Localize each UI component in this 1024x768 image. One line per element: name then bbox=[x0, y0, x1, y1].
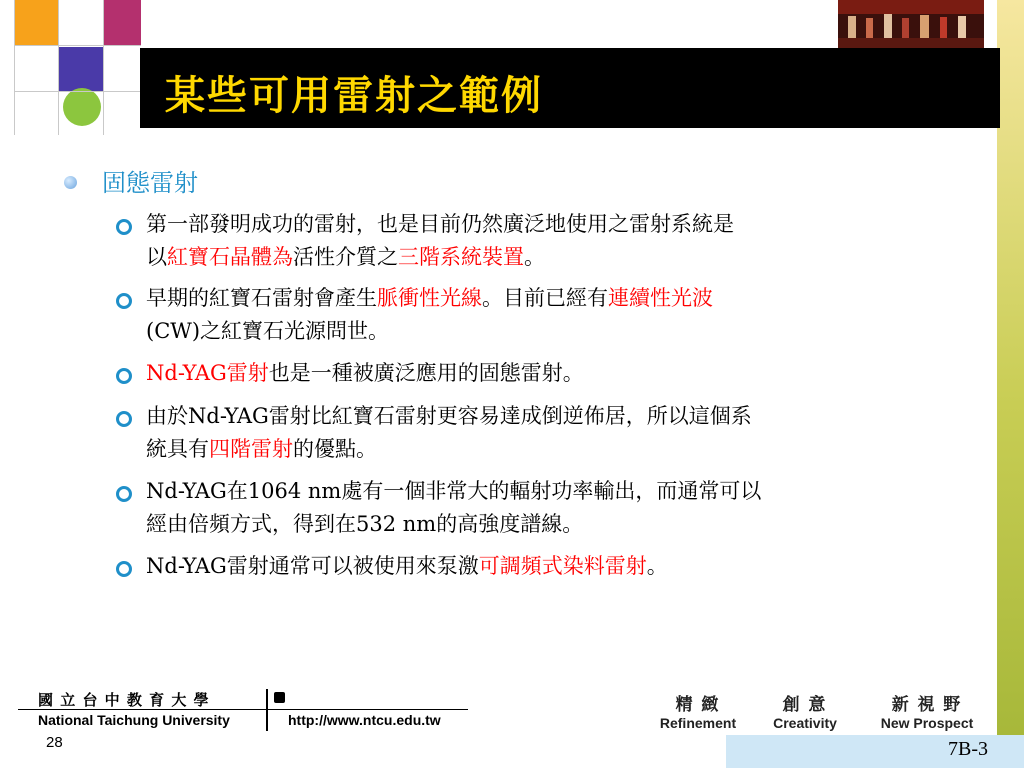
item-line: (CW)之紅寶石光源問世。 bbox=[146, 319, 390, 343]
list-item bbox=[146, 357, 966, 390]
motto-cn: 精 緻 bbox=[675, 695, 721, 714]
deco-grid-line bbox=[14, 45, 141, 46]
ring-bullet-icon bbox=[116, 219, 132, 235]
heading-solid-state-laser bbox=[102, 163, 198, 198]
motto-cn: 新 視 野 bbox=[891, 695, 963, 714]
deco-grid-line bbox=[103, 0, 104, 135]
footer-divider bbox=[268, 709, 468, 710]
list-item bbox=[146, 550, 966, 583]
footer-divider-vertical bbox=[266, 689, 268, 731]
text-span: 也是一種被廣泛應用的固態雷射。 bbox=[268, 361, 584, 385]
ring-bullet-icon bbox=[116, 561, 132, 577]
logo-square-icon bbox=[274, 692, 285, 703]
item-line bbox=[146, 550, 966, 583]
motto-en: Creativity bbox=[773, 715, 837, 731]
slide-title: 某些可用雷射之範例 bbox=[165, 72, 543, 119]
item-line bbox=[146, 357, 966, 390]
bullet-dot-icon bbox=[64, 176, 77, 189]
item-line: 第一部發明成功的雷射，也是目前仍然廣泛地使用之雷射系統是 bbox=[146, 212, 734, 236]
ring-bullet-icon bbox=[116, 368, 132, 384]
footer-divider bbox=[18, 709, 280, 710]
ring-bullet-icon bbox=[116, 293, 132, 309]
deco-grid-line bbox=[14, 91, 141, 92]
slide-code: 7B-3 bbox=[948, 738, 988, 760]
text-span: 以 bbox=[146, 245, 167, 269]
text-span: 早期的紅寶石雷射會產生 bbox=[146, 286, 377, 310]
highlight-text: 可調頻式染料雷射 bbox=[478, 554, 647, 578]
motto-en: New Prospect bbox=[880, 715, 974, 731]
item-line: 經由倍頻方式，得到在532 nm的高強度譜線。 bbox=[146, 512, 584, 536]
motto-en: Refinement bbox=[659, 715, 737, 731]
highlight-text: 四階雷射 bbox=[209, 437, 293, 461]
motto-creativity bbox=[760, 690, 850, 731]
ring-bullet-icon bbox=[116, 411, 132, 427]
text-span: 。目前已經有 bbox=[482, 286, 608, 310]
header-photo bbox=[838, 0, 984, 48]
school-url: http://www.ntcu.edu.tw bbox=[288, 712, 441, 728]
text-span: 活性介質之 bbox=[293, 245, 398, 269]
school-logo-cn: 國 立 台 中 教 育 大 學 bbox=[38, 691, 210, 709]
bullet-l1-text: 固態雷射 bbox=[102, 169, 198, 197]
deco-square-purple bbox=[59, 47, 103, 91]
motto-new-prospect bbox=[866, 690, 988, 731]
list-item bbox=[146, 475, 966, 541]
deco-square-magenta bbox=[104, 0, 141, 45]
right-gradient-strip bbox=[997, 0, 1024, 735]
list-item bbox=[146, 400, 966, 466]
item-line bbox=[146, 433, 966, 466]
highlight-text: 三階系統裝置 bbox=[398, 245, 524, 269]
deco-grid-line bbox=[58, 0, 59, 135]
motto-cn: 創 意 bbox=[782, 695, 828, 714]
text-span: 。 bbox=[524, 245, 545, 269]
deco-square-orange bbox=[14, 0, 58, 45]
highlight-text: 紅寶石晶體為 bbox=[167, 245, 293, 269]
item-line bbox=[146, 282, 966, 315]
school-name-en: National Taichung University bbox=[38, 712, 230, 728]
text-span: 統具有 bbox=[146, 437, 209, 461]
ring-bullet-icon bbox=[116, 486, 132, 502]
text-span: 的優點。 bbox=[293, 437, 377, 461]
text-span: Nd-YAG雷射通常可以被使用來泵激 bbox=[146, 554, 479, 578]
item-line: 由於Nd-YAG雷射比紅寶石雷射更容易達成倒逆佈居，所以這個系 bbox=[146, 404, 752, 428]
deco-circle-green bbox=[63, 88, 101, 126]
highlight-text: 脈衝性光線 bbox=[377, 286, 482, 310]
list-item bbox=[146, 282, 966, 348]
page-number: 28 bbox=[46, 734, 63, 751]
item-line bbox=[146, 241, 966, 274]
highlight-text: 連續性光波 bbox=[608, 286, 713, 310]
deco-grid-line bbox=[14, 0, 15, 135]
motto-refinement bbox=[650, 690, 746, 731]
list-item bbox=[146, 208, 966, 274]
highlight-text: Nd-YAG雷射 bbox=[146, 361, 269, 385]
text-span: 。 bbox=[646, 554, 668, 578]
item-line: Nd-YAG在1064 nm處有一個非常大的輻射功率輸出，而通常可以 bbox=[146, 479, 762, 503]
